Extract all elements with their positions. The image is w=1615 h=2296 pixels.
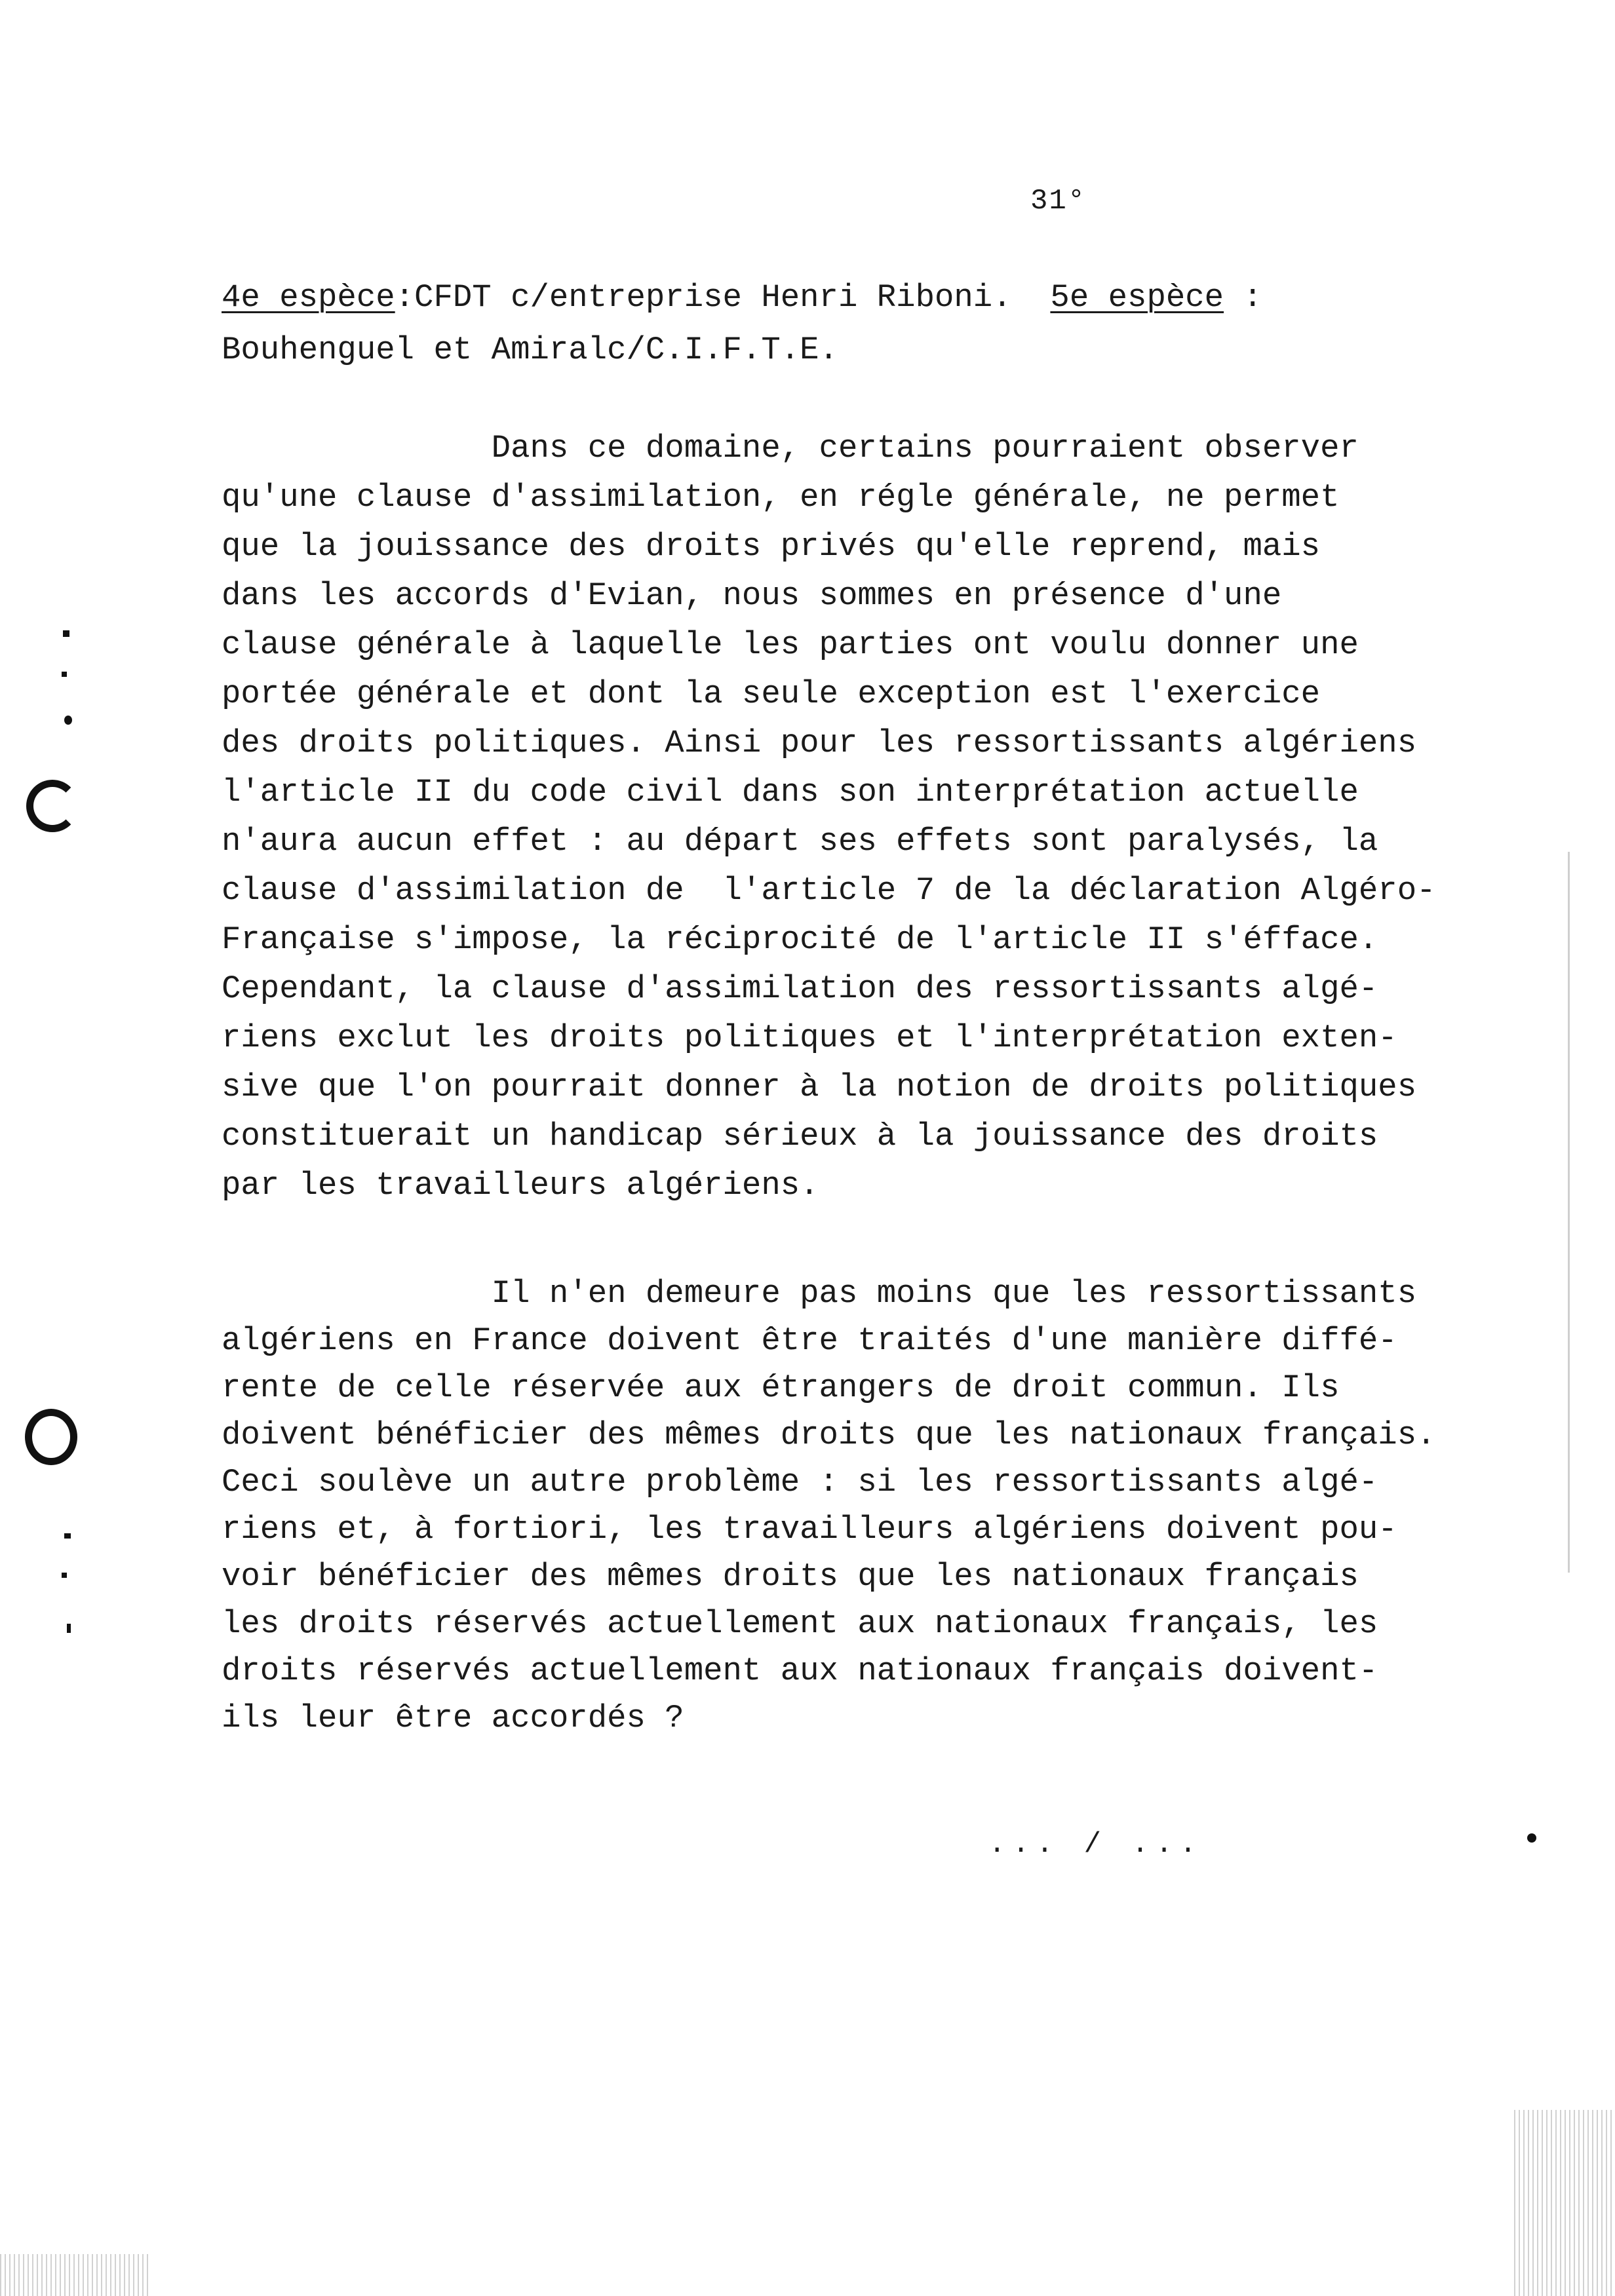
- margin-speck: [64, 716, 72, 725]
- paragraph-line: clause générale à laquelle les parties ont voulu donner une: [222, 626, 1359, 663]
- case-header-line-2: Bouhenguel et Amiralc/C.I.F.T.E.: [222, 332, 838, 368]
- paragraph-line: constituerait un handicap sérieux à la jouissance des droits: [222, 1118, 1378, 1155]
- margin-speck: [1527, 1833, 1536, 1843]
- paragraph-line: Dans ce domaine, certains pourraient observer: [222, 430, 1359, 467]
- case-5-text: :: [1224, 279, 1262, 316]
- punch-hole-bottom: [25, 1409, 77, 1465]
- paragraph-line: qu'une clause d'assimilation, en régle générale, ne permet: [222, 479, 1340, 516]
- paragraph-line: clause d'assimilation de l'article 7 de la déclaration Algéro-: [222, 872, 1436, 909]
- case-spacer: [1012, 279, 1051, 316]
- paragraph-line: riens exclut les droits politiques et l'interprétation exten-: [222, 1020, 1397, 1056]
- right-edge-shadow: [1568, 852, 1570, 1573]
- paragraph-line: que la jouissance des droits privés qu'elle reprend, mais: [222, 528, 1321, 565]
- paragraph-line: dans les accords d'Evian, nous sommes en présence d'une: [222, 577, 1282, 614]
- paragraph-line: l'article II du code civil dans son interprétation actuelle: [222, 774, 1359, 811]
- paragraph-line: portée générale et dont la seule exception est l'exercice: [222, 676, 1321, 712]
- paragraph-line: riens et, à fortiori, les travailleurs algériens doivent pou-: [222, 1511, 1397, 1548]
- paragraph-line: par les travailleurs algériens.: [222, 1167, 819, 1204]
- paragraph-line: Il n'en demeure pas moins que les ressortissants: [222, 1275, 1417, 1312]
- margin-speck: [63, 630, 69, 637]
- paragraph-line: les droits réservés actuellement aux nationaux français, les: [222, 1605, 1378, 1642]
- paragraph-line: rente de celle réservée aux étrangers de droit commun. Ils: [222, 1369, 1340, 1406]
- paragraph-line: sive que l'on pourrait donner à la notion de droits politiques: [222, 1069, 1417, 1105]
- bottom-edge-noise: [0, 2254, 151, 2296]
- paragraph-line: droits réservés actuellement aux nationaux français doivent-: [222, 1653, 1378, 1689]
- paragraph-line: Française s'impose, la réciprocité de l'article II s'éfface.: [222, 921, 1378, 958]
- case-4-text: :CFDT c/entreprise Henri Riboni.: [395, 279, 1012, 316]
- case-5-label: 5e espèce: [1050, 279, 1224, 316]
- paragraph-line: algériens en France doivent être traités d'une manière diffé-: [222, 1322, 1397, 1359]
- paragraph-line: doivent bénéficier des mêmes droits que les nationaux français.: [222, 1417, 1436, 1453]
- margin-speck: [64, 1533, 71, 1539]
- paragraph-line: Ceci soulève un autre problème : si les ressortissants algé-: [222, 1464, 1378, 1501]
- corner-noise: [1514, 2110, 1615, 2296]
- page-number: 31°: [1030, 185, 1087, 218]
- margin-speck: [67, 1624, 71, 1633]
- case-header-line-1: [222, 279, 1262, 316]
- paragraph-line: n'aura aucun effet : au départ ses effets sont paralysés, la: [222, 823, 1378, 860]
- paragraph-line: ils leur être accordés ?: [222, 1700, 684, 1736]
- margin-speck: [62, 1573, 67, 1578]
- paragraph-line: des droits politiques. Ainsi pour les ressortissants algériens: [222, 725, 1417, 761]
- continuation-marker: ... / ...: [988, 1828, 1203, 1861]
- margin-speck: [62, 672, 67, 677]
- punch-hole-top: [26, 780, 79, 832]
- case-4-label: 4e espèce: [222, 279, 395, 316]
- paragraph-line: Cependant, la clause d'assimilation des ressortissants algé-: [222, 970, 1378, 1007]
- paragraph-line: voir bénéficier des mêmes droits que les nationaux français: [222, 1558, 1359, 1595]
